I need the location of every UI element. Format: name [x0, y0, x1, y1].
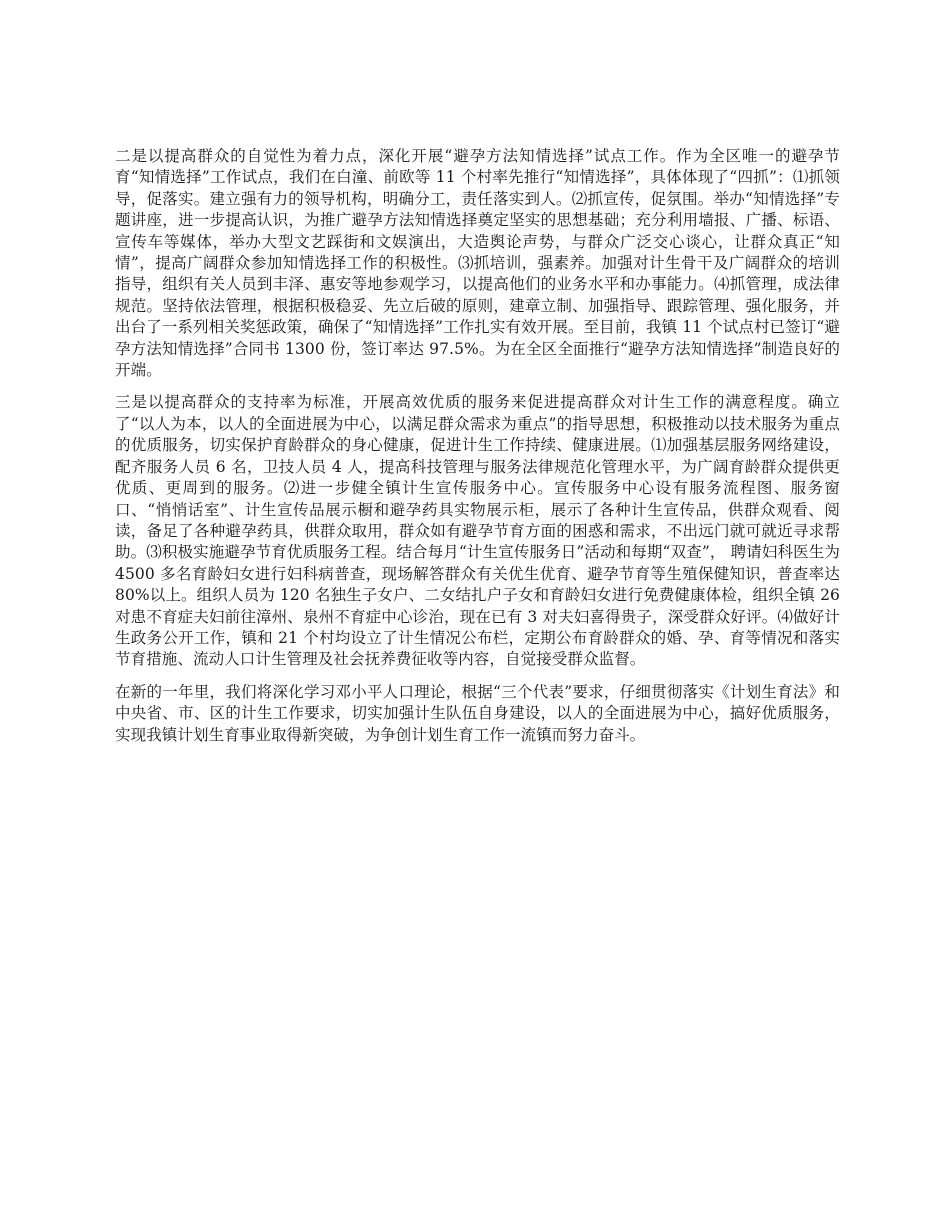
document-body: [115, 146, 840, 757]
paragraph-knowledge-choice: 二是以提高群众的自觉性为着力点，深化开展“避孕方法知情选择”试点工作。作为全区唯一的避孕节育“知情选择”工作试点，我们在白潼、前欧等 11 个村率先推行“知情选择”，具体体现了“四抓”：⑴抓领导，促落实。建立强有力的领导机构，明确分工，责任落实到人。⑵抓宣传，促氛围。举办“知情选择”专题讲座，进一步提高认识，为推广避孕方法知情选择奠定坚实的思想基础；充分利用墙报、广播、标语、宣传车等媒体，举办大型文艺踩街和文娱演出，大造舆论声势，与群众广泛交心谈心，让群众真正“知情”，提高广阔群众参加知情选择工作的积极性。⑶抓培训，强素养。加强对计生骨干及广阔群众的培训指导，组织有关人员到丰泽、惠安等地参观学习，以提高他们的业务水平和办事能力。⑷抓管理，成法律规范。坚持依法管理，根据积极稳妥、先立后破的原则，建章立制、加强指导、跟踪管理、强化服务，并出台了一系列相关奖惩政策，确保了“知情选择”工作扎实有效开展。至目前，我镇 11 个试点村已签订“避孕方法知情选择”合同书 1300 份，签订率达 97.5%。为在全区全面推行“避孕方法知情选择”制造良好的开端。: [115, 147, 840, 380]
paragraph-quality-service: 三是以提高群众的支持率为标准，开展高效优质的服务来促进提高群众对计生工作的满意程度。确立了“以人为本，以人的全面进展为中心，以满足群众需求为重点”的指导思想，积极推动以技术服务为重点的优质服务，切实保护育龄群众的身心健康，促进计生工作持续、健康进展。⑴加强基层服务网络建设，配齐服务人员 6 名，卫技人员 4 人，提高科技管理与服务法律规范化管理水平，为广阔育龄群众提供更优质、更周到的服务。⑵进一步健全镇计生宣传服务中心。宣传服务中心设有服务流程图、服务窗口、“悄悄话室”、计生宣传品展示橱和避孕药具实物展示柜，展示了各种计生宣传品，供群众观看、阅读，备足了各种避孕药具，供群众取用，群众如有避孕节育方面的困惑和需求，不出远门就可就近寻求帮助。⑶积极实施避孕节育优质服务工程。结合每月“计生宣传服务日”活动和每期“双查”， 聘请妇科医生为 4500 多名育龄妇女进行妇科病普查，现场解答群众有关优生优育、避孕节育等生殖保健知识，普查率达 80%以上。组织人员为 120 名独生子女户、二女结扎户子女和育龄妇女进行免费健康体检，组织全镇 26 对患不育症夫妇前往漳州、泉州不育症中心诊治，现在已有 3 对夫妇喜得贵子，深受群众好评。⑷做好计生政务公开工作，镇和 21 个村均设立了计生情况公布栏，定期公布育龄群众的婚、孕、育等情况和落实节育措施、流动人口计生管理及社会抚养费征收等内容，自觉接受群众监督。: [115, 393, 840, 669]
paragraph-new-year-plan: 在新的一年里，我们将深化学习邓小平人口理论，根据“三个代表”要求，仔细贯彻落实《计划生育法》和中央省、市、区的计生工作要求，切实加强计生队伍自身建设，以人的全面进展为中心，搞好优质服务，实现我镇计划生育事业取得新突破，为争创计划生育工作一流镇而努力奋斗。: [115, 682, 840, 744]
